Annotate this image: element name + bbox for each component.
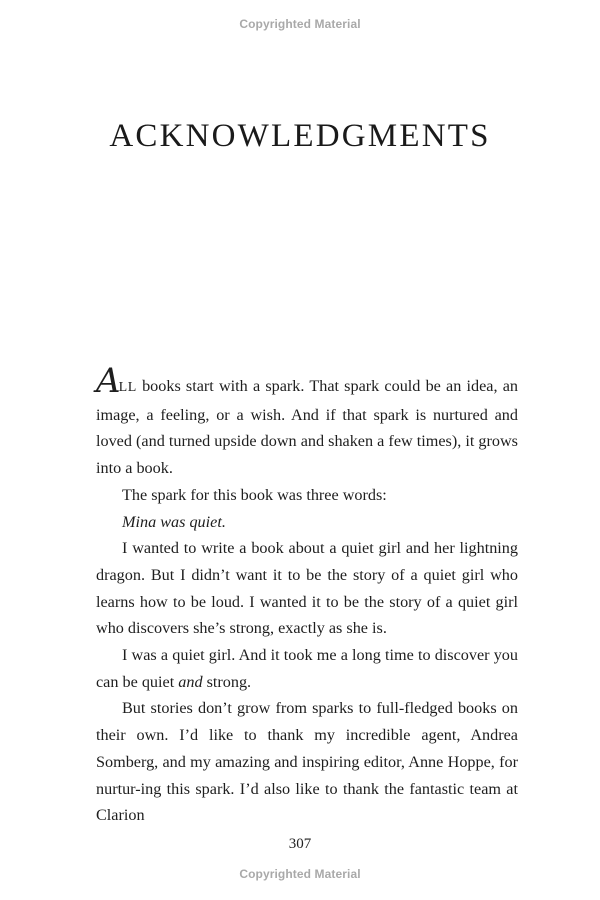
paragraph-emphasis <box>96 642 518 695</box>
copyright-watermark-bottom: Copyrighted Material <box>239 867 361 881</box>
paragraph: I wanted to write a book about a quiet girl and her lightning dragon. But I didn’t want it to be the story of a quiet girl who learns how to be loud. I wanted it to be the story of a quiet girl who discovers she’s strong, exactly as she is. <box>96 539 518 638</box>
paragraph: But stories don’t grow from sparks to full-fledged books on their own. I’d like to thank my incredible agent, Andrea Somberg, and my amazing and inspiring editor, Anne Hoppe, for nurtur-ing this spark. I’d also like to thank the fantastic team at Clarion <box>96 699 518 825</box>
paragraph: The spark for this book was three words: <box>122 485 387 504</box>
drop-cap-letter: A <box>96 361 119 401</box>
page-number: 307 <box>288 836 312 852</box>
copyright-watermark-top: Copyrighted Material <box>239 17 361 31</box>
paragraph-italic: Mina was quiet. <box>122 512 226 531</box>
small-caps-lead: LL <box>118 380 137 395</box>
paragraph-text: books start with a spark. That spark could be an idea, an image, a feeling, or a wish. And if that spark is nurtured and loved (and turned upside down and shaken a few times), it grows into a book. <box>96 377 518 478</box>
paragraph-text: I was a quiet girl. And it took me a long time to discover you can be quiet <box>96 646 518 691</box>
chapter-title: ACKNOWLEDGMENTS <box>109 118 491 154</box>
paragraph-text: strong. <box>202 672 252 691</box>
paragraph-opening <box>96 361 518 482</box>
acknowledgments-body <box>96 361 518 829</box>
emphasis-word: and <box>178 672 203 691</box>
